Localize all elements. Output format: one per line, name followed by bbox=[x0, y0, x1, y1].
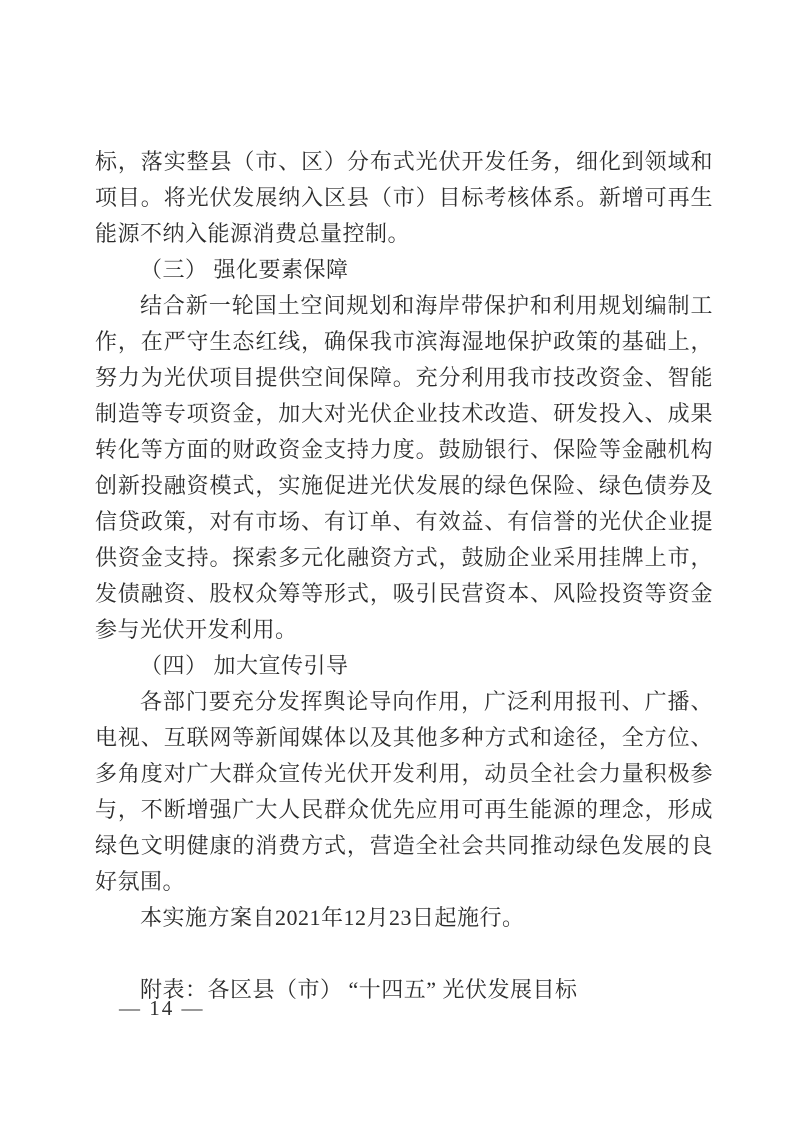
page-number bbox=[119, 996, 205, 1021]
paragraph-element-guarantee: 结合新一轮国土空间规划和海岸带保护和利用规划编制工作，在严守生态红线，确保我市滨海湿地保护政策的基础上，努力为光伏项目提供空间保障。充分利用我市技改资金、智能制造等专项资金，加大对光伏企业技术改造、研发投入、成果转化等方面的财政资金支持力度。鼓励银行、保险等金融机构创新投融资模式，实施促进光伏发展的绿色保险、绿色债券及信贷政策，对有市场、有订单、有效益、有信誉的光伏企业提供资金支持。探索多元化融资方式，鼓励企业采用挂牌上市，发债融资、股权众筹等形式，吸引民营资本、风险投资等资金参与光伏开发利用。 bbox=[95, 293, 713, 642]
attachment-note: 附表：各区县（市） “十四五” 光伏发展目标 bbox=[140, 977, 578, 1002]
document-body bbox=[95, 144, 713, 1008]
paragraph-publicity: 各部门要充分发挥舆论导向作用，广泛利用报刊、广播、电视、互联网等新闻媒体以及其他多种方式和途径，全方位、多角度对广大群众宣传光伏开发利用，动员全社会力量积极参与，不断增强广大人民群众优先应用可再生能源的理念，形成绿色文明健康的消费方式，营造全社会共同推动绿色发展的良好氛围。 bbox=[95, 689, 713, 894]
section-heading-three: （三） 强化要素保障 bbox=[140, 257, 349, 282]
section-heading-four: （四） 加大宣传引导 bbox=[140, 653, 349, 678]
paragraph-continuation: 标，落实整县（市、区）分布式光伏开发任务，细化到领域和项目。将光伏发展纳入区县（市）目标考核体系。新增可再生能源不纳入能源消费总量控制。 bbox=[95, 149, 713, 246]
paragraph-effective-date: 本实施方案自2021年12月23日起施行。 bbox=[140, 905, 525, 930]
page-number-text: — 14 — bbox=[119, 996, 205, 1020]
